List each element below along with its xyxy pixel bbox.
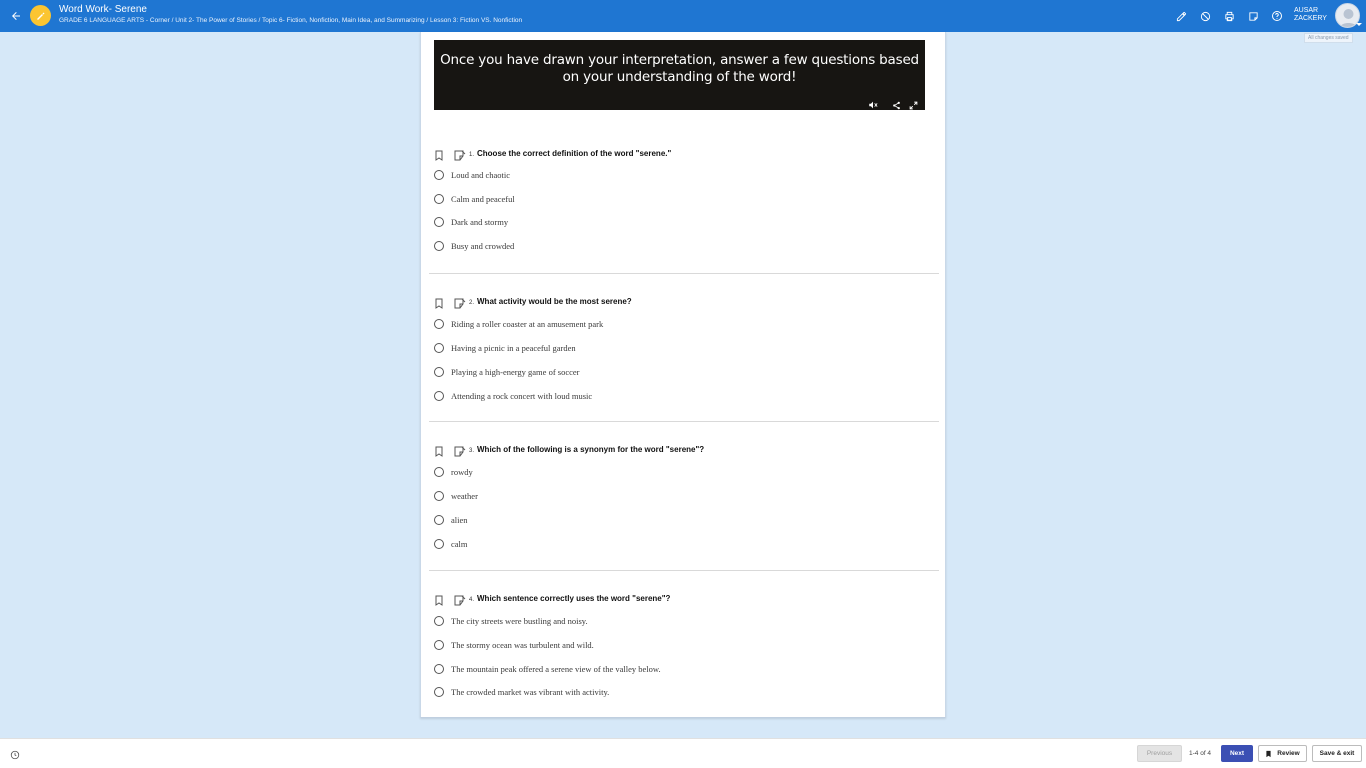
- question-text: Which of the following is a synonym for the word "serene"?: [477, 445, 705, 454]
- question-header: [434, 444, 934, 456]
- divider: [429, 421, 939, 422]
- review-button[interactable]: [1258, 745, 1307, 762]
- page-title: Word Work- Serene: [59, 4, 147, 15]
- question-header: [434, 296, 934, 308]
- question-number: 1.: [469, 152, 475, 158]
- user-first-name: AUSAR: [1294, 7, 1319, 14]
- block-icon[interactable]: [1197, 8, 1213, 24]
- avatar-caret-icon[interactable]: [1356, 23, 1362, 26]
- top-bar: [0, 0, 1366, 32]
- radio-button[interactable]: [434, 687, 444, 697]
- answer-option[interactable]: [434, 342, 914, 354]
- option-label: rowdy: [451, 467, 473, 477]
- option-label: The crowded market was vibrant with activity.: [451, 687, 610, 697]
- option-label: Busy and crowded: [451, 241, 515, 251]
- option-label: The city streets were bustling and noisy.: [451, 616, 588, 626]
- radio-button[interactable]: [434, 217, 444, 227]
- previous-button[interactable]: Previous: [1137, 745, 1182, 762]
- option-label: weather: [451, 491, 478, 501]
- question-header: [434, 593, 934, 605]
- answer-option[interactable]: [434, 390, 914, 402]
- option-label: Attending a rock concert with loud music: [451, 391, 593, 401]
- answer-option[interactable]: [434, 686, 914, 698]
- option-label: alien: [451, 515, 468, 525]
- question-number: 2.: [469, 300, 475, 306]
- notes-icon[interactable]: [1245, 8, 1261, 24]
- answer-option[interactable]: [434, 514, 914, 526]
- note-icon[interactable]: [454, 444, 466, 455]
- breadcrumb: GRADE 6 LANGUAGE ARTS - Corner / Unit 2- The Power of Stories / Topic 6- Fiction, Nonfiction, Main Idea, and Summarizing / Lesson 3: Fiction VS. Nonfiction: [59, 17, 523, 24]
- radio-button[interactable]: [434, 343, 444, 353]
- option-label: Loud and chaotic: [451, 170, 511, 180]
- video-caption: Once you have drawn your interpretation, answer a few questions based on your understanding of the word!: [440, 52, 919, 85]
- question-header: [434, 148, 934, 160]
- video-player[interactable]: [434, 40, 925, 110]
- answer-option[interactable]: [434, 169, 914, 181]
- question-number: 4.: [469, 597, 475, 603]
- share-icon[interactable]: [891, 100, 901, 110]
- option-label: The stormy ocean was turbulent and wild.: [451, 640, 594, 650]
- next-button[interactable]: Next: [1221, 745, 1253, 762]
- answer-option[interactable]: [434, 240, 914, 252]
- review-label: Review: [1277, 750, 1300, 757]
- answer-option[interactable]: [434, 615, 914, 627]
- radio-button[interactable]: [434, 491, 444, 501]
- radio-button[interactable]: [434, 640, 444, 650]
- saved-status: All changes saved: [1304, 33, 1353, 43]
- option-label: The mountain peak offered a serene view of the valley below.: [451, 664, 661, 674]
- note-icon[interactable]: [454, 296, 466, 307]
- bottom-bar: [0, 738, 1366, 768]
- note-icon[interactable]: [454, 593, 466, 604]
- question-text: What activity would be the most serene?: [477, 297, 632, 306]
- bookmark-icon[interactable]: [434, 296, 444, 307]
- bookmark-icon[interactable]: [434, 593, 444, 604]
- user-name[interactable]: [1294, 7, 1327, 23]
- back-arrow-icon[interactable]: [7, 7, 25, 25]
- option-label: Having a picnic in a peaceful garden: [451, 343, 576, 353]
- bookmark-icon[interactable]: [434, 148, 444, 159]
- radio-button[interactable]: [434, 539, 444, 549]
- user-last-name: ZACKERY: [1294, 15, 1327, 22]
- history-icon[interactable]: [10, 747, 20, 757]
- bookmark-icon[interactable]: [434, 444, 444, 455]
- radio-button[interactable]: [434, 515, 444, 525]
- save-exit-button[interactable]: Save & exit: [1312, 745, 1362, 762]
- print-icon[interactable]: [1221, 8, 1237, 24]
- answer-option[interactable]: [434, 663, 914, 675]
- divider: [429, 570, 939, 571]
- answer-option[interactable]: [434, 193, 914, 205]
- answer-option[interactable]: [434, 639, 914, 651]
- radio-button[interactable]: [434, 241, 444, 251]
- radio-button[interactable]: [434, 616, 444, 626]
- question-text: Choose the correct definition of the word "serene.": [477, 149, 672, 158]
- answer-option[interactable]: [434, 216, 914, 228]
- radio-button[interactable]: [434, 391, 444, 401]
- divider: [429, 273, 939, 274]
- answer-option[interactable]: [434, 490, 914, 502]
- radio-button[interactable]: [434, 319, 444, 329]
- help-icon[interactable]: [1269, 8, 1285, 24]
- radio-button[interactable]: [434, 664, 444, 674]
- answer-option[interactable]: [434, 318, 914, 330]
- mute-icon[interactable]: [868, 100, 878, 110]
- fullscreen-icon[interactable]: [908, 100, 918, 110]
- option-label: calm: [451, 539, 468, 549]
- question-text: Which sentence correctly uses the word "serene"?: [477, 594, 671, 603]
- question-number: 3.: [469, 448, 475, 454]
- radio-button[interactable]: [434, 467, 444, 477]
- option-label: Calm and peaceful: [451, 194, 515, 204]
- radio-button[interactable]: [434, 194, 444, 204]
- option-label: Playing a high-energy game of soccer: [451, 367, 580, 377]
- answer-option[interactable]: [434, 466, 914, 478]
- radio-button[interactable]: [434, 170, 444, 180]
- option-label: Dark and stormy: [451, 217, 509, 227]
- radio-button[interactable]: [434, 367, 444, 377]
- bookmark-filled-icon: [1265, 750, 1272, 758]
- option-label: Riding a roller coaster at an amusement park: [451, 319, 604, 329]
- app-logo: [30, 5, 51, 26]
- assignment-card: [420, 32, 946, 718]
- pencil-icon[interactable]: [1173, 8, 1189, 24]
- page-count: 1-4 of 4: [1189, 750, 1212, 757]
- note-icon[interactable]: [454, 148, 466, 159]
- answer-option[interactable]: [434, 366, 914, 378]
- answer-option[interactable]: [434, 538, 914, 550]
